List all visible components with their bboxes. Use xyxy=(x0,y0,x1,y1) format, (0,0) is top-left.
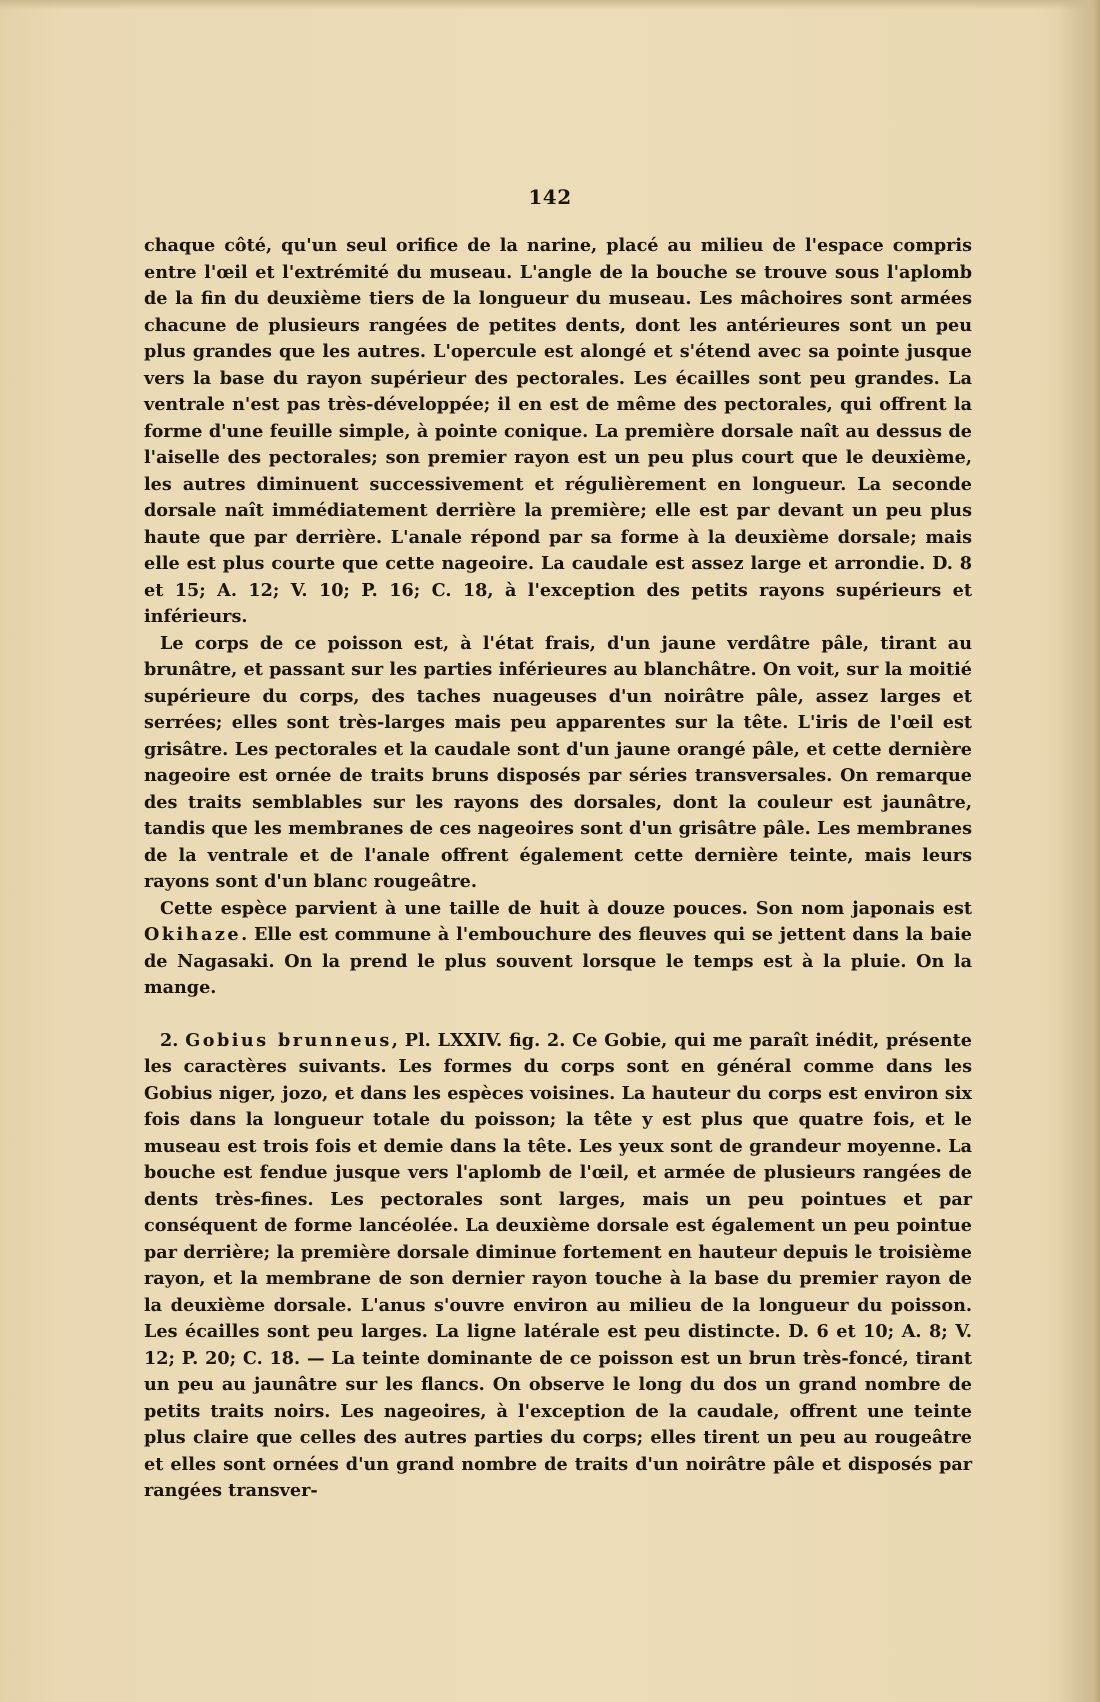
paragraph-4-body: , Pl. LXXIV. fig. 2. Ce Gobie, qui me paraît inédit, présente les caractères suivants. Les formes du corps sont en général comme dans les Gobius niger, jozo, et dans les espèces voisines. La hauteur du corps est environ six fois dans la longueur totale du poisson; la tête y est plus que quatre fois, et le museau est trois fois et demie dans la tête. Les yeux sont de grandeur moyenne. La bouche est fendue jusque vers l'aplomb de l'œil, et armée de plusieurs rangées de dents très-fines. Les pectorales sont larges, mais un peu pointues et par conséquent de forme lancéolée. La deuxième dorsale est également un peu pointue par derrière; la première dorsale diminue fortement en hauteur depuis le troisième rayon, et la membrane de son dernier rayon touche à la base du premier rayon de la deuxième dorsale. L'anus s'ouvre environ au milieu de la longueur du poisson. Les écailles sont peu larges. La ligne latérale est peu distincte. D. 6 et 10; A. 8; V. 12; P. 20; C. 18. — La teinte dominante de ce poisson est un brun très-foncé, tirant un peu au jaunâtre sur les flancs. On observe le long du dos un grand nombre de petits traits noirs. Les nageoires, à l'exception de la caudale, offrent une teinte plus claire que celles des autres parties du corps; elles tirent un peu au rougeâtre et elles sont ornées d'un grand nombre de traits d'un noirâtre pâle et disposés par rangées transver- xyxy=(144,1029,972,1501)
page-top-shadow xyxy=(0,0,1100,10)
paragraph-3 xyxy=(144,896,972,1002)
species-name: Gobius brunneus xyxy=(185,1029,392,1051)
paragraph-4 xyxy=(144,1028,972,1505)
paragraph-3-start: Cette espèce parvient à une taille de huit à douze pouces. Son nom japonais est xyxy=(160,897,972,919)
paragraph-3-end: . Elle est commune à l'embouchure des fleuves qui se jettent dans la baie de Nagasaki. On la prend le plus souvent lorsque le temps est à la pluie. On la mange. xyxy=(144,924,972,998)
species-number: 2. xyxy=(160,1029,186,1051)
body-text xyxy=(144,233,972,1505)
page-right-shadow xyxy=(1060,0,1100,1702)
page-number: 142 xyxy=(528,185,572,209)
japanese-name: Okihaze xyxy=(144,924,242,945)
paragraph-2: Le corps de ce poisson est, à l'état frais, d'un jaune verdâtre pâle, tirant au brunâtre, et passant sur les parties inférieures au blanchâtre. On voit, sur la moitié supérieure du corps, des taches nuageuses d'un noirâtre pâle, assez larges et serrées; elles sont très-larges mais peu apparentes sur la tête. L'iris de l'œil est grisâtre. Les pectorales et la caudale sont d'un jaune orangé pâle, et cette dernière nageoire est ornée de traits bruns disposés par séries transversales. On remarque des traits semblables sur les rayons des dorsales, dont la couleur est jaunâtre, tandis que les membranes de ces nageoires sont d'un grisâtre pâle. Les membranes de la ventrale et de l'anale offrent également cette dernière teinte, mais leurs rayons sont d'un blanc rougeâtre. xyxy=(144,632,972,892)
paragraph-1: chaque côté, qu'un seul orifice de la narine, placé au milieu de l'espace compris entre l'œil et l'extrémité du museau. L'angle de la bouche se trouve sous l'aplomb de la fin du deuxième tiers de la longueur du museau. Les mâchoires sont armées chacune de plusieurs rangées de petites dents, dont les antérieures sont un peu plus grandes que les autres. L'opercule est alongé et s'étend avec sa pointe jusque vers la base du rayon supérieur des pectorales. Les écailles sont peu grandes. La ventrale n'est pas très-développée; il en est de même des pectorales, qui offrent la forme d'une feuille simple, à pointe conique. La première dorsale naît au dessus de l'aiselle des pectorales; son premier rayon est un peu plus court que le deuxième, les autres diminuent successivement et régulièrement en longueur. La seconde dorsale naît immédiatement derrière la première; elle est par devant un peu plus haute que par derrière. L'anale répond par sa forme à la deuxième dorsale; mais elle est plus courte que cette nageoire. La caudale est assez large et arrondie. D. 8 et 15; A. 12; V. 10; P. 16; C. 18, à l'exception des petits rayons supérieurs et inférieurs. xyxy=(144,235,972,627)
